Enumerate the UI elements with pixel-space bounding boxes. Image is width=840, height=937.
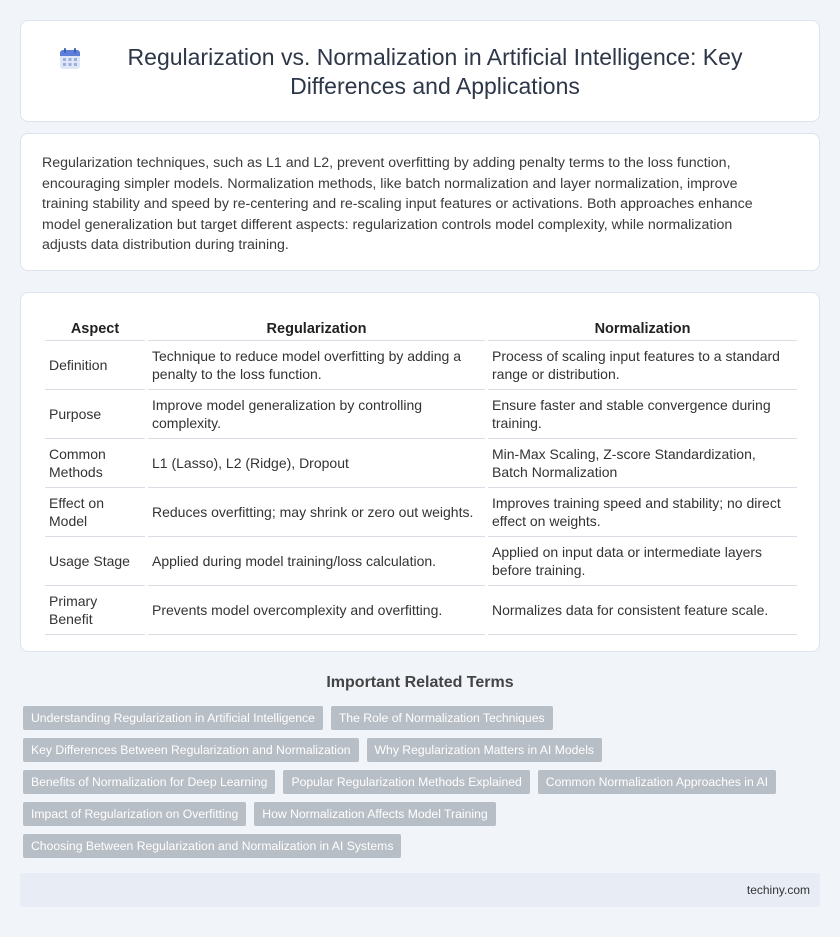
aspect-cell: Usage Stage <box>45 537 145 586</box>
table-row <box>45 488 797 537</box>
related-term-link[interactable]: Key Differences Between Regularization and Normalization <box>23 738 359 762</box>
regularization-cell: L1 (Lasso), L2 (Ridge), Dropout <box>148 439 485 488</box>
related-term-link[interactable]: The Role of Normalization Techniques <box>331 706 553 730</box>
regularization-cell: Technique to reduce model overfitting by adding a penalty to the loss function. <box>148 341 485 390</box>
intro-paragraph: Regularization techniques, such as L1 and L2, prevent overfitting by adding penalty terms to the loss function, encouraging simpler models. Normalization methods, like batch normalization and layer normalization, improve training stability and speed by re-centering and re-scaling input features or activations. Both approaches enhance model generalization but target different aspects: regularization controls model complexity, while normalization adjusts data distribution during training. <box>42 155 753 253</box>
header-normalization: Normalization <box>488 314 797 341</box>
intro-card <box>20 133 820 271</box>
title-card <box>20 20 820 122</box>
aspect-cell: Definition <box>45 341 145 390</box>
related-term-link[interactable]: Choosing Between Regularization and Normalization in AI Systems <box>23 834 401 858</box>
table-row <box>45 537 797 586</box>
normalization-cell: Applied on input data or intermediate layers before training. <box>488 537 797 586</box>
related-term-link[interactable]: How Normalization Affects Model Training <box>254 802 495 826</box>
comparison-table-card <box>20 292 820 652</box>
related-term-link[interactable]: Understanding Regularization in Artificial Intelligence <box>23 706 323 730</box>
normalization-cell: Min-Max Scaling, Z-score Standardization, Batch Normalization <box>488 439 797 488</box>
page-title: Regularization vs. Normalization in Artificial Intelligence: Key Differences and Applications <box>127 44 743 99</box>
header-regularization: Regularization <box>148 314 485 341</box>
regularization-cell: Prevents model overcomplexity and overfitting. <box>148 586 485 635</box>
regularization-cell: Applied during model training/loss calculation. <box>148 537 485 586</box>
comparison-table <box>42 314 800 635</box>
aspect-cell: Effect on Model <box>45 488 145 537</box>
normalization-cell: Normalizes data for consistent feature scale. <box>488 586 797 635</box>
related-term-link[interactable]: Why Regularization Matters in AI Models <box>367 738 602 762</box>
table-row <box>45 390 797 439</box>
normalization-cell: Improves training speed and stability; no direct effect on weights. <box>488 488 797 537</box>
regularization-cell: Improve model generalization by controlling complexity. <box>148 390 485 439</box>
table-header-row <box>45 314 797 341</box>
related-term-link[interactable]: Impact of Regularization on Overfitting <box>23 802 246 826</box>
aspect-cell: Purpose <box>45 390 145 439</box>
aspect-cell: Common Methods <box>45 439 145 488</box>
related-term-link[interactable]: Benefits of Normalization for Deep Learning <box>23 770 275 794</box>
related-term-link[interactable]: Popular Regularization Methods Explained <box>283 770 529 794</box>
footer-site-name[interactable]: techiny.com <box>746 883 810 897</box>
normalization-cell: Ensure faster and stable convergence during training. <box>488 390 797 439</box>
header-aspect: Aspect <box>45 314 145 341</box>
table-row <box>45 341 797 390</box>
aspect-cell: Primary Benefit <box>45 586 145 635</box>
footer <box>20 873 820 907</box>
related-terms-list <box>23 706 813 866</box>
regularization-cell: Reduces overfitting; may shrink or zero out weights. <box>148 488 485 537</box>
normalization-cell: Process of scaling input features to a standard range or distribution. <box>488 341 797 390</box>
table-row <box>45 586 797 635</box>
table-row <box>45 439 797 488</box>
related-term-link[interactable]: Common Normalization Approaches in AI <box>538 770 776 794</box>
related-terms-heading: Important Related Terms <box>326 674 514 691</box>
